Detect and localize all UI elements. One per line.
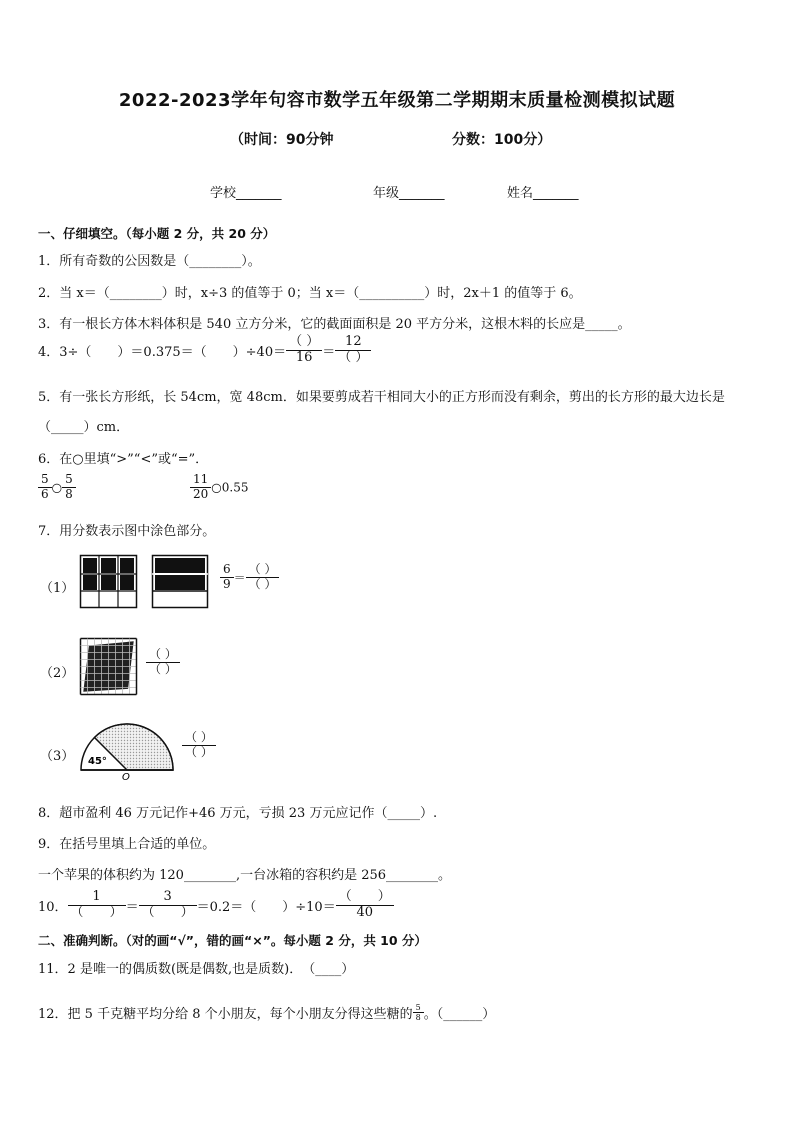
name-field: 姓名_______: [507, 186, 579, 201]
question-2: 2．当 x＝（________）时，x÷3 的值等于 0；当 x＝（__________）时，2x＋1 的值等于 6。: [38, 286, 582, 301]
question-3: 3．有一根长方体木料体积是 540 立方分米，它的截面面积是 20 平方分米，这根木料的长应是_____。: [38, 317, 631, 332]
score-label: 分数：100分）: [452, 132, 552, 148]
q7-part-2-answer: $\frac{( )}{( )}$: [146, 648, 180, 677]
q7-part-3-label: （3）: [40, 749, 75, 764]
semicircle-figure: [78, 715, 178, 781]
question-10: 10． $\frac{1}{( )}$ ＝ $\frac{3}{( )}$ ＝0.2＝（ ）÷10＝ $\frac{( )}{40}$: [38, 890, 394, 921]
question-5-line-1: 5．有一张长方形纸，长 54cm，宽 48cm．如果要剪成若干相同大小的正方形而没有剩余，剪出的长方形的最大边长是: [38, 390, 725, 405]
question-11: 11．2 是唯一的偶质数(既是偶数,也是质数)． （____）: [38, 962, 355, 977]
grid-figure-2: [80, 638, 140, 696]
question-1: 1．所有奇数的公因数是（________）。: [38, 254, 261, 269]
q7-part-1-label: （1）: [40, 581, 75, 596]
question-9-line: 一个苹果的体积约为 120________,一台冰箱的容积约是 256________。: [38, 868, 452, 883]
center-label: O: [122, 772, 130, 783]
compare-circle: ○: [51, 480, 63, 495]
grid-figure-1: [80, 555, 140, 610]
question-4: 4．3÷（ ）＝0.375＝（ ）÷40＝ $\frac{( )}{16}$ ＝ $\frac{12}{( )}$: [38, 335, 371, 366]
q7-part-2-label: （2）: [40, 666, 75, 681]
angle-label: 45°: [88, 756, 107, 767]
q6-compare-b: $\frac{11}{20}$ ○0.55: [190, 473, 248, 502]
section-1-heading: 一、仔细填空。（每小题 2 分，共 20 分）: [38, 226, 276, 241]
question-7: 7．用分数表示图中涂色部分。: [38, 524, 216, 539]
q7-part-1-equation: $\frac{6}{9}$ ＝ $\frac{( )}{( )}$: [220, 563, 279, 592]
school-field: 学校_______: [210, 186, 282, 201]
grade-field: 年级_______: [373, 186, 445, 201]
question-9: 9．在括号里填上合适的单位。: [38, 837, 216, 852]
q4-prefix: 4．3÷（ ）＝0.375＝（ ）÷40＝: [38, 344, 287, 360]
q6-compare-a: $\frac{5}{6}$ ○ $\frac{5}{8}$: [38, 473, 76, 502]
question-8: 8．超市盈利 46 万元记作+46 万元，亏损 23 万元应记作（_____）.: [38, 806, 438, 821]
question-12: 12．把 5 千克糖平均分给 8 个小朋友，每个小朋友分得这些糖的 $\frac{5}{8}$ 。（______）: [38, 1003, 496, 1023]
section-2-heading: 二、准确判断。（对的画“√”，错的画“×”。每小题 2 分，共 10 分）: [38, 933, 427, 948]
grid-figure-1b: [152, 555, 210, 610]
q7-part-3-answer: $\frac{( )}{( )}$: [182, 731, 216, 760]
time-label: （时间：90分钟: [230, 132, 334, 148]
question-6: 6．在○里填“>”“<”或“=”．: [38, 452, 209, 467]
question-5-line-2: （_____）cm．: [38, 420, 130, 435]
page-title: 2022-2023学年句容市数学五年级第二学期期末质量检测模拟试题: [118, 90, 676, 111]
q4-fraction-2: $\frac{12}{( )}$: [335, 335, 371, 366]
q4-fraction-1: $\frac{( )}{16}$: [286, 335, 322, 366]
